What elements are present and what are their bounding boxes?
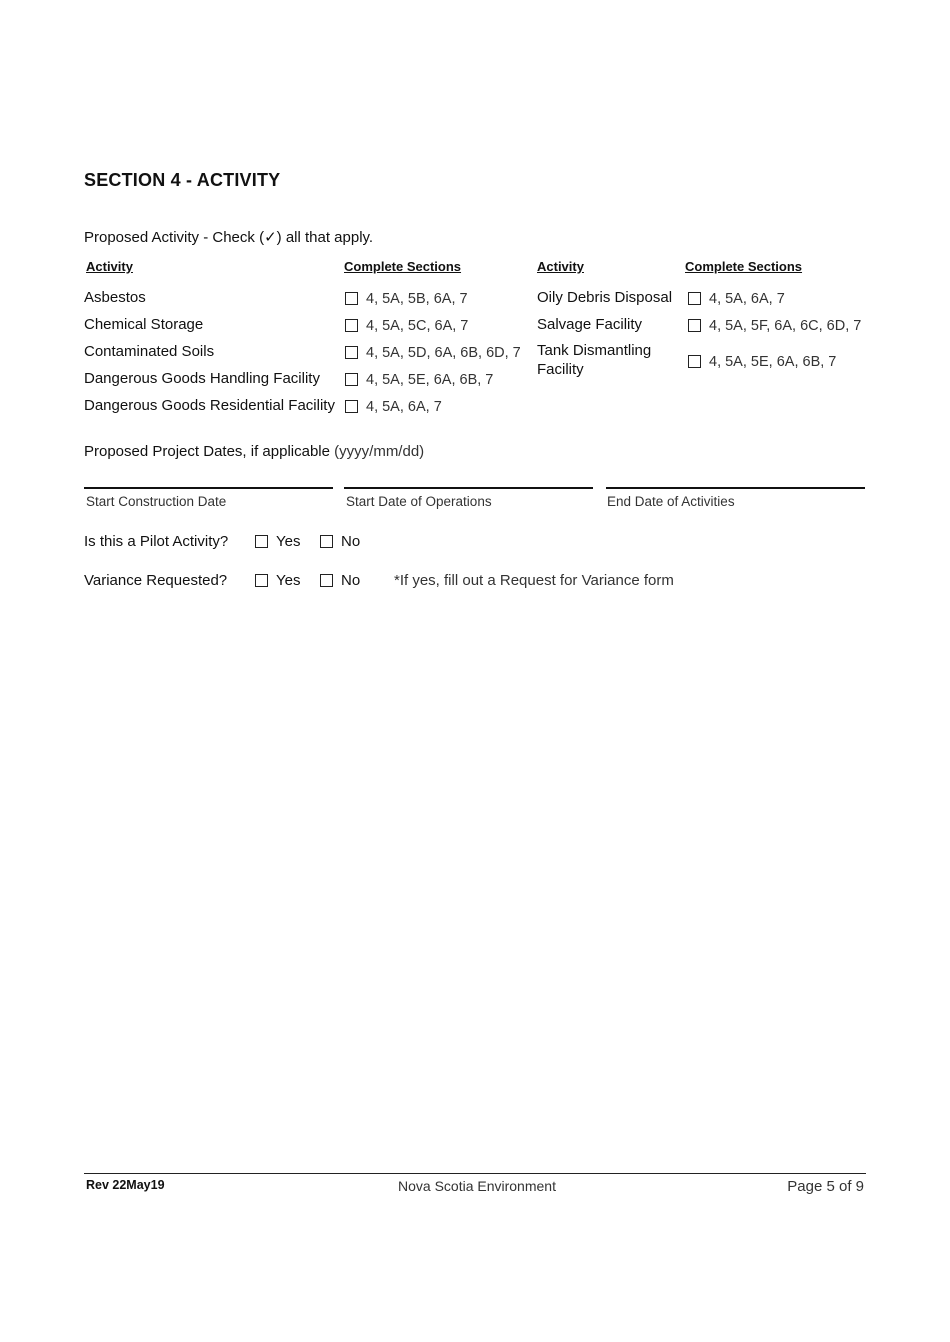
checkbox[interactable] bbox=[320, 535, 333, 548]
checkbox[interactable] bbox=[345, 373, 358, 386]
checkmark-icon: ✓ bbox=[264, 229, 277, 246]
activity-option-chemical-storage[interactable] bbox=[345, 317, 468, 334]
dates-heading-text: Proposed Project Dates, if applicable bbox=[84, 443, 330, 460]
activity-option-dg-handling[interactable] bbox=[345, 371, 493, 388]
sections-text: 4, 5A, 5C, 6A, 7 bbox=[366, 318, 469, 334]
pilot-no-label: No bbox=[341, 533, 361, 550]
instructions bbox=[84, 228, 373, 246]
activity-label-dg-residential: Dangerous Goods Residential Facility bbox=[84, 397, 335, 414]
end-activities-date-input[interactable] bbox=[606, 487, 865, 489]
variance-note: *If yes, fill out a Request for Variance form bbox=[394, 572, 674, 589]
activity-option-tank-dismantling[interactable] bbox=[688, 353, 836, 370]
variance-yes-label: Yes bbox=[276, 572, 301, 589]
checkbox[interactable] bbox=[320, 574, 333, 587]
activity-option-oily-debris[interactable] bbox=[688, 290, 785, 307]
activity-label-contaminated-soils: Contaminated Soils bbox=[84, 343, 215, 360]
variance-yes-option[interactable] bbox=[255, 572, 300, 589]
activity-label-tank-dismantling-line2: Facility bbox=[537, 361, 584, 378]
sections-text: 4, 5A, 5B, 6A, 7 bbox=[366, 291, 468, 307]
start-operations-date-input[interactable] bbox=[344, 487, 593, 489]
start-construction-date-input[interactable] bbox=[84, 487, 333, 489]
sections-text: 4, 5A, 5F, 6A, 6C, 6D, 7 bbox=[709, 318, 862, 334]
checkbox[interactable] bbox=[345, 292, 358, 305]
right-sections-header: Complete Sections bbox=[685, 259, 803, 274]
activity-label-asbestos: Asbestos bbox=[84, 289, 146, 306]
activity-option-asbestos[interactable] bbox=[345, 290, 468, 307]
activity-option-salvage-facility[interactable] bbox=[688, 317, 861, 334]
right-activity-header: Activity bbox=[537, 259, 584, 274]
instructions-suffix: ) all that apply. bbox=[276, 229, 374, 246]
footer-revision: Rev 22May19 bbox=[86, 1178, 165, 1192]
checkbox[interactable] bbox=[345, 319, 358, 332]
left-sections-header: Complete Sections bbox=[344, 259, 462, 274]
pilot-yes-label: Yes bbox=[276, 533, 301, 550]
activity-label-oily-debris: Oily Debris Disposal bbox=[537, 289, 673, 306]
sections-text: 4, 5A, 5D, 6A, 6B, 6D, 7 bbox=[366, 345, 521, 361]
activity-label-tank-dismantling: Tank Dismantling bbox=[537, 342, 652, 359]
activity-label-chemical-storage: Chemical Storage bbox=[84, 316, 204, 333]
start-construction-date-label: Start Construction Date bbox=[86, 494, 227, 509]
footer-org: Nova Scotia Environment bbox=[398, 1178, 556, 1194]
checkbox[interactable] bbox=[255, 574, 268, 587]
footer-page-number: Page 5 of 9 bbox=[787, 1178, 864, 1195]
start-operations-date-label: Start Date of Operations bbox=[346, 494, 492, 509]
sections-text: 4, 5A, 6A, 7 bbox=[366, 399, 442, 415]
activity-option-dg-residential[interactable] bbox=[345, 398, 442, 415]
sections-text: 4, 5A, 5E, 6A, 6B, 7 bbox=[366, 372, 494, 388]
footer-divider bbox=[84, 1173, 866, 1174]
variance-no-option[interactable] bbox=[320, 572, 360, 589]
date-format-hint: (yyyy/mm/dd) bbox=[334, 443, 425, 460]
variance-question: Variance Requested? bbox=[84, 572, 228, 589]
variance-no-label: No bbox=[341, 572, 361, 589]
checkbox[interactable] bbox=[255, 535, 268, 548]
checkbox[interactable] bbox=[688, 292, 701, 305]
checkbox[interactable] bbox=[688, 355, 701, 368]
pilot-question: Is this a Pilot Activity? bbox=[84, 533, 229, 550]
sections-text: 4, 5A, 5E, 6A, 6B, 7 bbox=[709, 354, 837, 370]
sections-text: 4, 5A, 6A, 7 bbox=[709, 291, 785, 307]
checkbox[interactable] bbox=[345, 400, 358, 413]
pilot-yes-option[interactable] bbox=[255, 533, 300, 550]
instructions-prefix: Proposed Activity - Check ( bbox=[84, 229, 265, 246]
activity-label-dg-handling: Dangerous Goods Handling Facility bbox=[84, 370, 320, 387]
checkbox[interactable] bbox=[688, 319, 701, 332]
checkbox[interactable] bbox=[345, 346, 358, 359]
activity-option-contaminated-soils[interactable] bbox=[345, 344, 521, 361]
dates-heading bbox=[84, 443, 424, 460]
end-activities-date-label: End Date of Activities bbox=[607, 494, 735, 509]
section-title: SECTION 4 - ACTIVITY bbox=[84, 170, 281, 190]
activity-label-salvage-facility: Salvage Facility bbox=[537, 316, 643, 333]
pilot-no-option[interactable] bbox=[320, 533, 360, 550]
left-activity-header: Activity bbox=[86, 259, 133, 274]
